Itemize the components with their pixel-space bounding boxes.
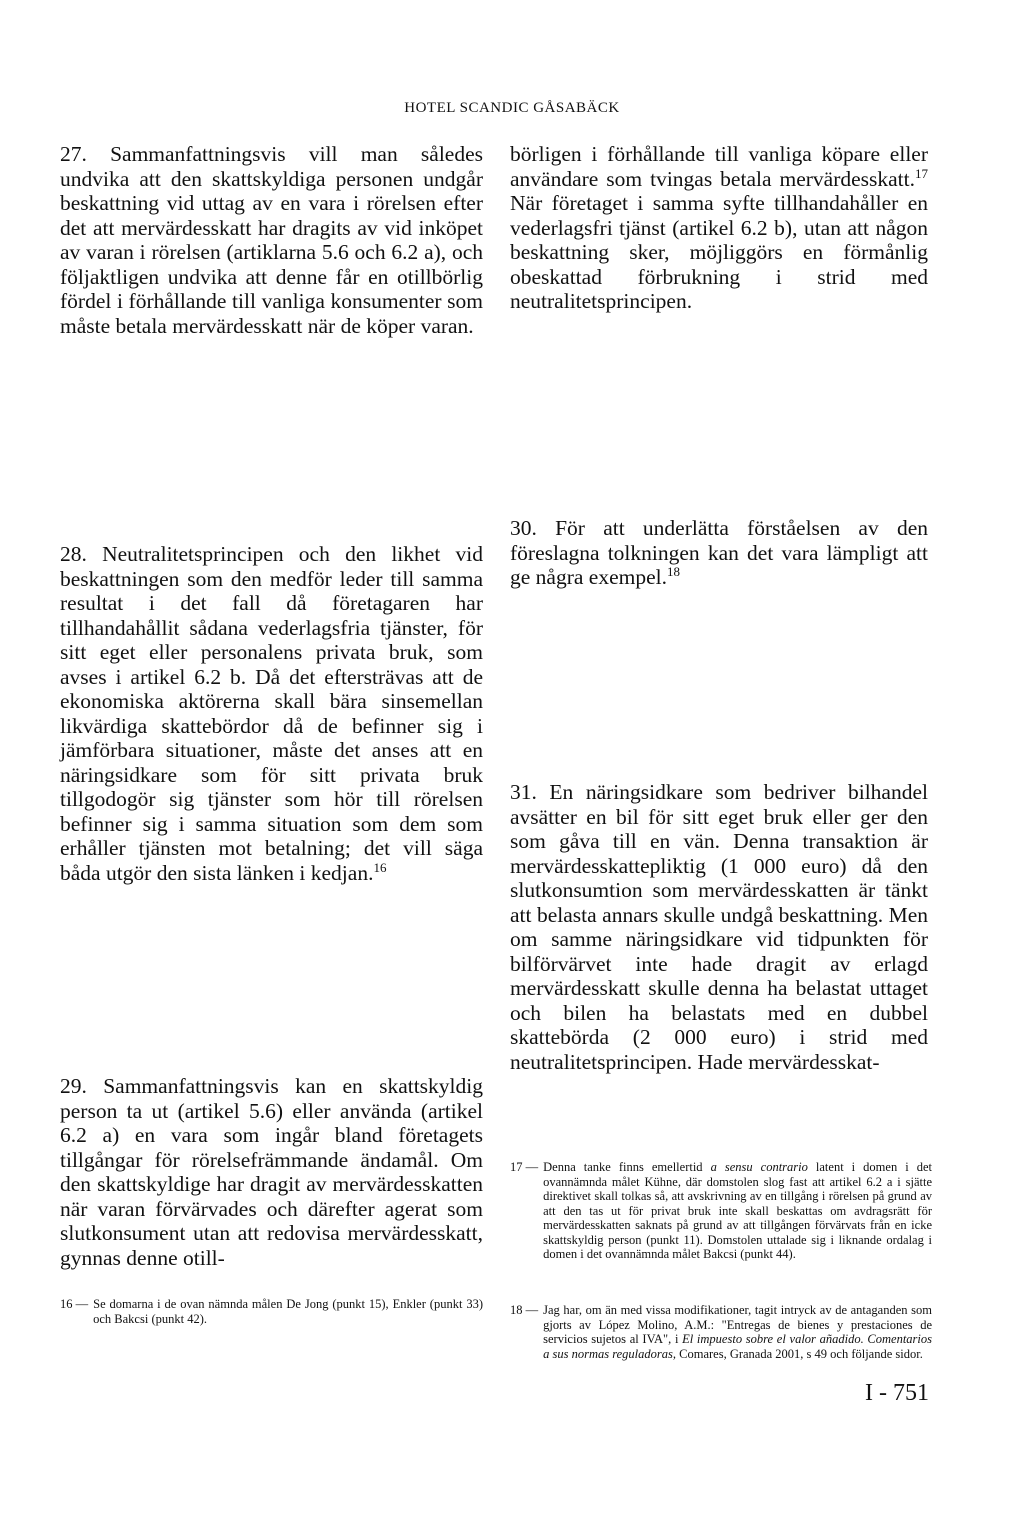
paragraph-29-continuation [510, 142, 928, 314]
footnote-18-text-a: Jag har, om än med vissa modifikationer, tagit intryck av de antaganden som gjorts av López Molino, A.M.: "Entregas de bienes y prestaciones de servicios sujetos al IVA", i [543, 1303, 932, 1346]
footnote-17-text-b: latent i domen i det ovannämnda målet Kühne, där domstolen slog fast att artikel 6.2 a i sjätte direktivet skall tolkas så, att avskrivning av en tillgång i rörelsen på grund av att den tas ut för privat bruk inte skall beskattas om avdragsrätt för mervärdesskatten saknats på grund av att tillgången förvärvats från en icke skattskyldig person (punkt 11). Domstolen uttalade sig i liknande ordalag i domen i det ovannämnda målet Bakcsi (punkt 44). [543, 1160, 932, 1261]
footnote-18-label: 18 — [510, 1303, 539, 1317]
footnote-18-italic: El impuesto sobre el valor añadido. Comentarios a sus normas reguladoras, [543, 1332, 932, 1361]
paragraph-continuation-text: börligen i förhållande till vanliga köpare eller användare som tvingas betala mervärdesskatt. [510, 142, 928, 191]
paragraph-29-text: 29. Sammanfattningsvis kan en skattskyldig person ta ut (artikel 5.6) eller använda (artikel 6.2 a) en vara som ingår bland företagets tillgångar för rörelsefrämmande ändamål. Om den skattskyldige har dragit av mervärdesskatten när varan förvärvades och därefter agerat som slutkonsument utan att redovisa mervärdesskatt, gynnas denne otill- [60, 1074, 483, 1270]
footnote-18 [510, 1303, 932, 1361]
paragraph-continuation-rest: När företaget i samma syfte tillhandahåller en vederlagsfri tjänst (artikel 6.2 b), utan att någon beskattning sker, möjliggörs en förmånlig obeskattad förbrukning i strid med neutralitetsprincipen. [510, 191, 928, 313]
paragraph-28-text: 28. Neutralitetsprincipen och den likhet vid beskattningen som den medför leder till samma resultat i det fall då företagaren har tillhandahållit sådana vederlagsfria tjänster, för sitt eget eller personalens privata bruk, som avses i artikel 6.2 b. Då det eftersträvas att de ekonomiska aktörerna skall bära sinsemellan likvärdiga skattebördor då de befinner sig i jämförbara situationer, måste det anses att en näringsidkare som för sitt privata bruk tillgodogör sig tjänster som hör till rörelsen befinner sig i samma situation som dem som erhåller tjänsten mot betalning; det vill säga båda utgör den sista länken i kedjan. [60, 542, 483, 885]
paragraph-30 [510, 516, 928, 590]
footnote-16-label: 16 — [60, 1297, 89, 1311]
footnote-18-text-b: Comares, Granada 2001, s 49 och följande sidor. [676, 1346, 923, 1361]
footnote-ref-17[interactable]: 17 [915, 165, 928, 181]
page-number: I - 751 [865, 1380, 929, 1406]
paragraph-31 [510, 780, 928, 1074]
running-header: HOTEL SCANDIC GÅSABÄCK [404, 100, 620, 116]
footnote-17 [510, 1160, 932, 1262]
paragraph-27 [60, 142, 483, 338]
paragraph-27-text: 27. Sammanfattningsvis vill man således undvika att den skattskyldiga personen undgår beskattning vid uttag av en vara i rörelsen efter det att mervärdesskatt har dragits av vid inköpet av varan i rörelsen (artiklarna 5.6 och 6.2 a), och följaktligen undvika att denne får en otillbörlig fördel i förhållande till vanliga konsumenter som måste betala mervärdesskatt när de köper varan. [60, 142, 483, 338]
footnote-17-text-a: Denna tanke finns emellertid [543, 1160, 711, 1174]
footnote-17-label: 17 — [510, 1160, 539, 1174]
paragraph-29 [60, 1074, 483, 1270]
footnote-ref-18[interactable]: 18 [667, 563, 680, 579]
footnote-ref-16[interactable]: 16 [373, 859, 387, 875]
paragraph-28 [60, 542, 483, 885]
footnote-16 [60, 1297, 483, 1326]
footnote-17-italic: a sensu contrario [710, 1160, 808, 1174]
footnote-16-text: Se domarna i de ovan nämnda målen De Jong (punkt 15), Enkler (punkt 33) och Bakcsi (punkt 42). [93, 1297, 483, 1326]
paragraph-31-text: 31. En näringsidkare som bedriver bilhandel avsätter en bil för sitt eget bruk eller ger den som gåva till en vän. Denna transaktion är mervärdesskattepliktig (1 000 euro) då den slutkonsumtion som mervärdesskatten är tänkt att belasta annars skulle undgå beskattning. Men om samme näringsidkare vid tidpunkten för bilförvärvet inte hade dragit av erlagd mervärdesskatt skulle denna ha belastat uttaget och bilen ha belastats med en dubbel skattebörda (2 000 euro) i strid med neutralitetsprincipen. Hade mervärdesskat- [510, 780, 928, 1074]
paragraph-30-text: 30. För att underlätta förståelsen av den föreslagna tolkningen kan det vara lämpligt att ge några exempel. [510, 516, 928, 589]
